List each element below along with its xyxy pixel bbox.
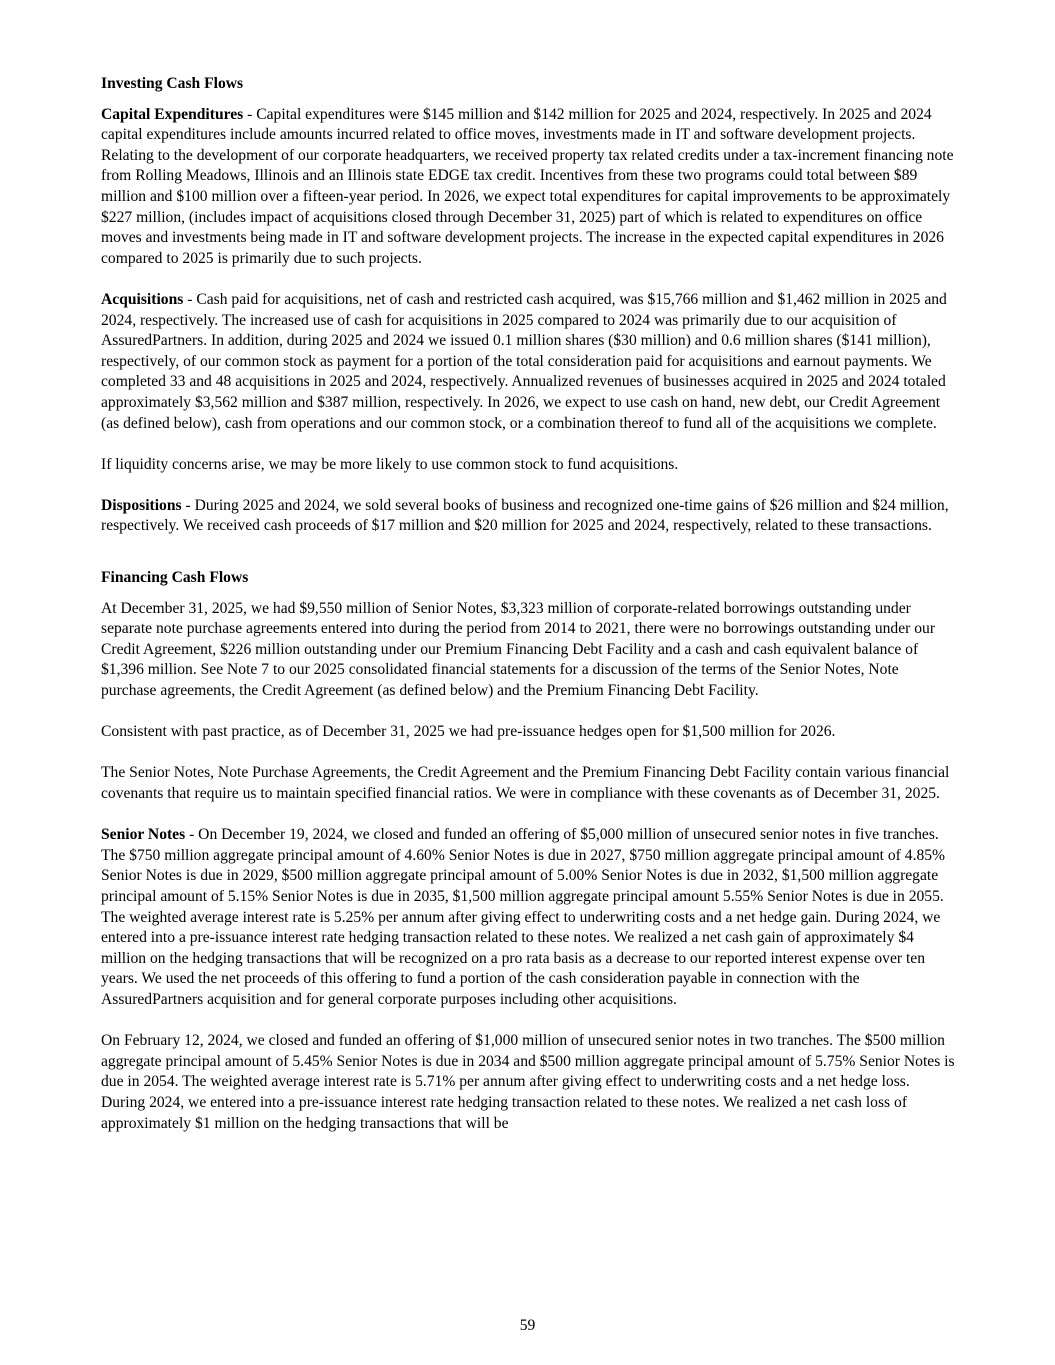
document-body — [101, 74, 956, 1155]
capital-expenditures-text: - Capital expenditures were $145 million and $142 million for 2025 and 2024, respectively. In 2025 and 2024 capital expenditures include amounts incurred related to office moves, investments made in IT and software development projects. Relating to the development of our corporate headquarters, we received property tax related credits under a tax-increment financing note from Rolling Meadows, Illinois and an Illinois state EDGE tax credit. Incentives from these two programs could total between $89 million and $100 million over a fifteen-year period. In 2026, we expect total expenditures for capital improvements to be approximately $227 million, (includes impact of acquisitions closed through December 31, 2025) part of which is related to expenditures on office moves and investments being made in IT and software development projects. The increase in the expected capital expenditures in 2026 compared to 2025 is primarily due to such projects. — [101, 105, 954, 267]
covenants-paragraph: The Senior Notes, Note Purchase Agreements, the Credit Agreement and the Premium Financing Debt Facility contain various financial covenants that require us to maintain specified financial ratios. We were in compliance with these covenants as of December 31, 2025. — [101, 764, 950, 802]
dispositions-paragraph — [101, 496, 956, 537]
financing-overview-paragraph: At December 31, 2025, we had $9,550 million of Senior Notes, $3,323 million of corporate-related borrowings outstanding under separate note purchase agreements entered into during the period from 2014 to 2021, there were no borrowings outstanding under our Credit Agreement, $226 million outstanding under our Premium Financing Debt Facility and a cash and cash equivalent balance of $1,396 million. See Note 7 to our 2025 consolidated financial statements for a discussion of the terms of the Senior Notes, Note purchase agreements, the Credit Agreement (as defined below) and the Premium Financing Debt Facility. — [101, 599, 936, 700]
financing-cash-flows-heading: Financing Cash Flows — [101, 569, 249, 587]
page-number: 59 — [519, 1317, 536, 1334]
capital-expenditures-lead: Capital Expenditures — [101, 105, 244, 123]
acquisitions-lead: Acquisitions — [101, 290, 184, 308]
acquisitions-paragraph — [101, 290, 956, 434]
february-offering-paragraph: On February 12, 2024, we closed and funded an offering of $1,000 million of unsecured senior notes in two tranches. The $500 million aggregate principal amount of 5.45% Senior Notes is due in 2034 and $500 million aggregate principal amount of 5.75% Senior Notes is due in 2054. The weighted average interest rate is 5.71% per annum after giving effect to underwriting costs and a net hedge loss. During 2024, we entered into a pre-issuance interest rate hedging transaction related to these notes. We realized a net cash loss of approximately $1 million on the hedging transactions that will be — [101, 1032, 955, 1132]
investing-cash-flows-heading: Investing Cash Flows — [101, 75, 244, 92]
senior-notes-text: - On December 19, 2024, we closed and funded an offering of $5,000 million of unsecured senior notes in five tranches. The $750 million aggregate principal amount of 4.60% Senior Notes is due in 2027, $750 million aggregate principal amount of 4.85% Senior Notes is due in 2029, $500 million aggregate principal amount of 5.00% Senior Notes is due in 2032, $1,500 million aggregate principal amount of 5.15% Senior Notes is due in 2035, $1,500 million aggregate principal amount 5.55% Senior Notes is due in 2055. The weighted average interest rate is 5.25% per annum after giving effect to underwriting costs and a net hedge gain. During 2024, we entered into a pre-issuance interest rate hedging transaction related to these notes. We realized a net cash gain of approximately $4 million on the hedging transactions that will be recognized on a pro rata basis as a decrease to our reported interest expense over ten years. We used the net proceeds of this offering to fund a portion of the cash consideration payable in connection with the AssuredPartners acquisition and for general corporate purposes including other acquisitions. — [101, 826, 946, 1008]
acquisitions-text: - Cash paid for acquisitions, net of cash and restricted cash acquired, was $15,766 million and $1,462 million in 2025 and 2024, respectively. The increased use of cash for acquisitions in 2025 compared to 2024 was primarily due to our acquisition of AssuredPartners. In addition, during 2025 and 2024 we issued 0.1 million shares ($30 million) and 0.6 million shares ($141 million), respectively, of our common stock as payment for a portion of the total consideration paid for acquisitions and earnout payments. We completed 33 and 48 acquisitions in 2025 and 2024, respectively. Annualized revenues of businesses acquired in 2025 and 2024 totaled approximately $3,562 million and $387 million, respectively. In 2026, we expect to use cash on hand, new debt, our Credit Agreement (as defined below), cash from operations and our common stock, or a combination thereof to fund all of the acquisitions we complete. — [101, 290, 947, 432]
dispositions-text: - During 2025 and 2024, we sold several books of business and recognized one-time gains of $26 million and $24 million, respectively. We received cash proceeds of $17 million and $20 million for 2025 and 2024, respectively, related to these transactions. — [101, 496, 949, 535]
liquidity-paragraph: If liquidity concerns arise, we may be more likely to use common stock to fund acquisitions. — [101, 455, 679, 473]
senior-notes-lead: Senior Notes — [101, 826, 186, 844]
dispositions-lead: Dispositions — [101, 496, 182, 514]
senior-notes-paragraph — [101, 825, 956, 1010]
capital-expenditures-paragraph — [101, 105, 956, 270]
hedges-paragraph: Consistent with past practice, as of December 31, 2025 we had pre-issuance hedges open for $1,500 million for 2026. — [101, 723, 836, 741]
